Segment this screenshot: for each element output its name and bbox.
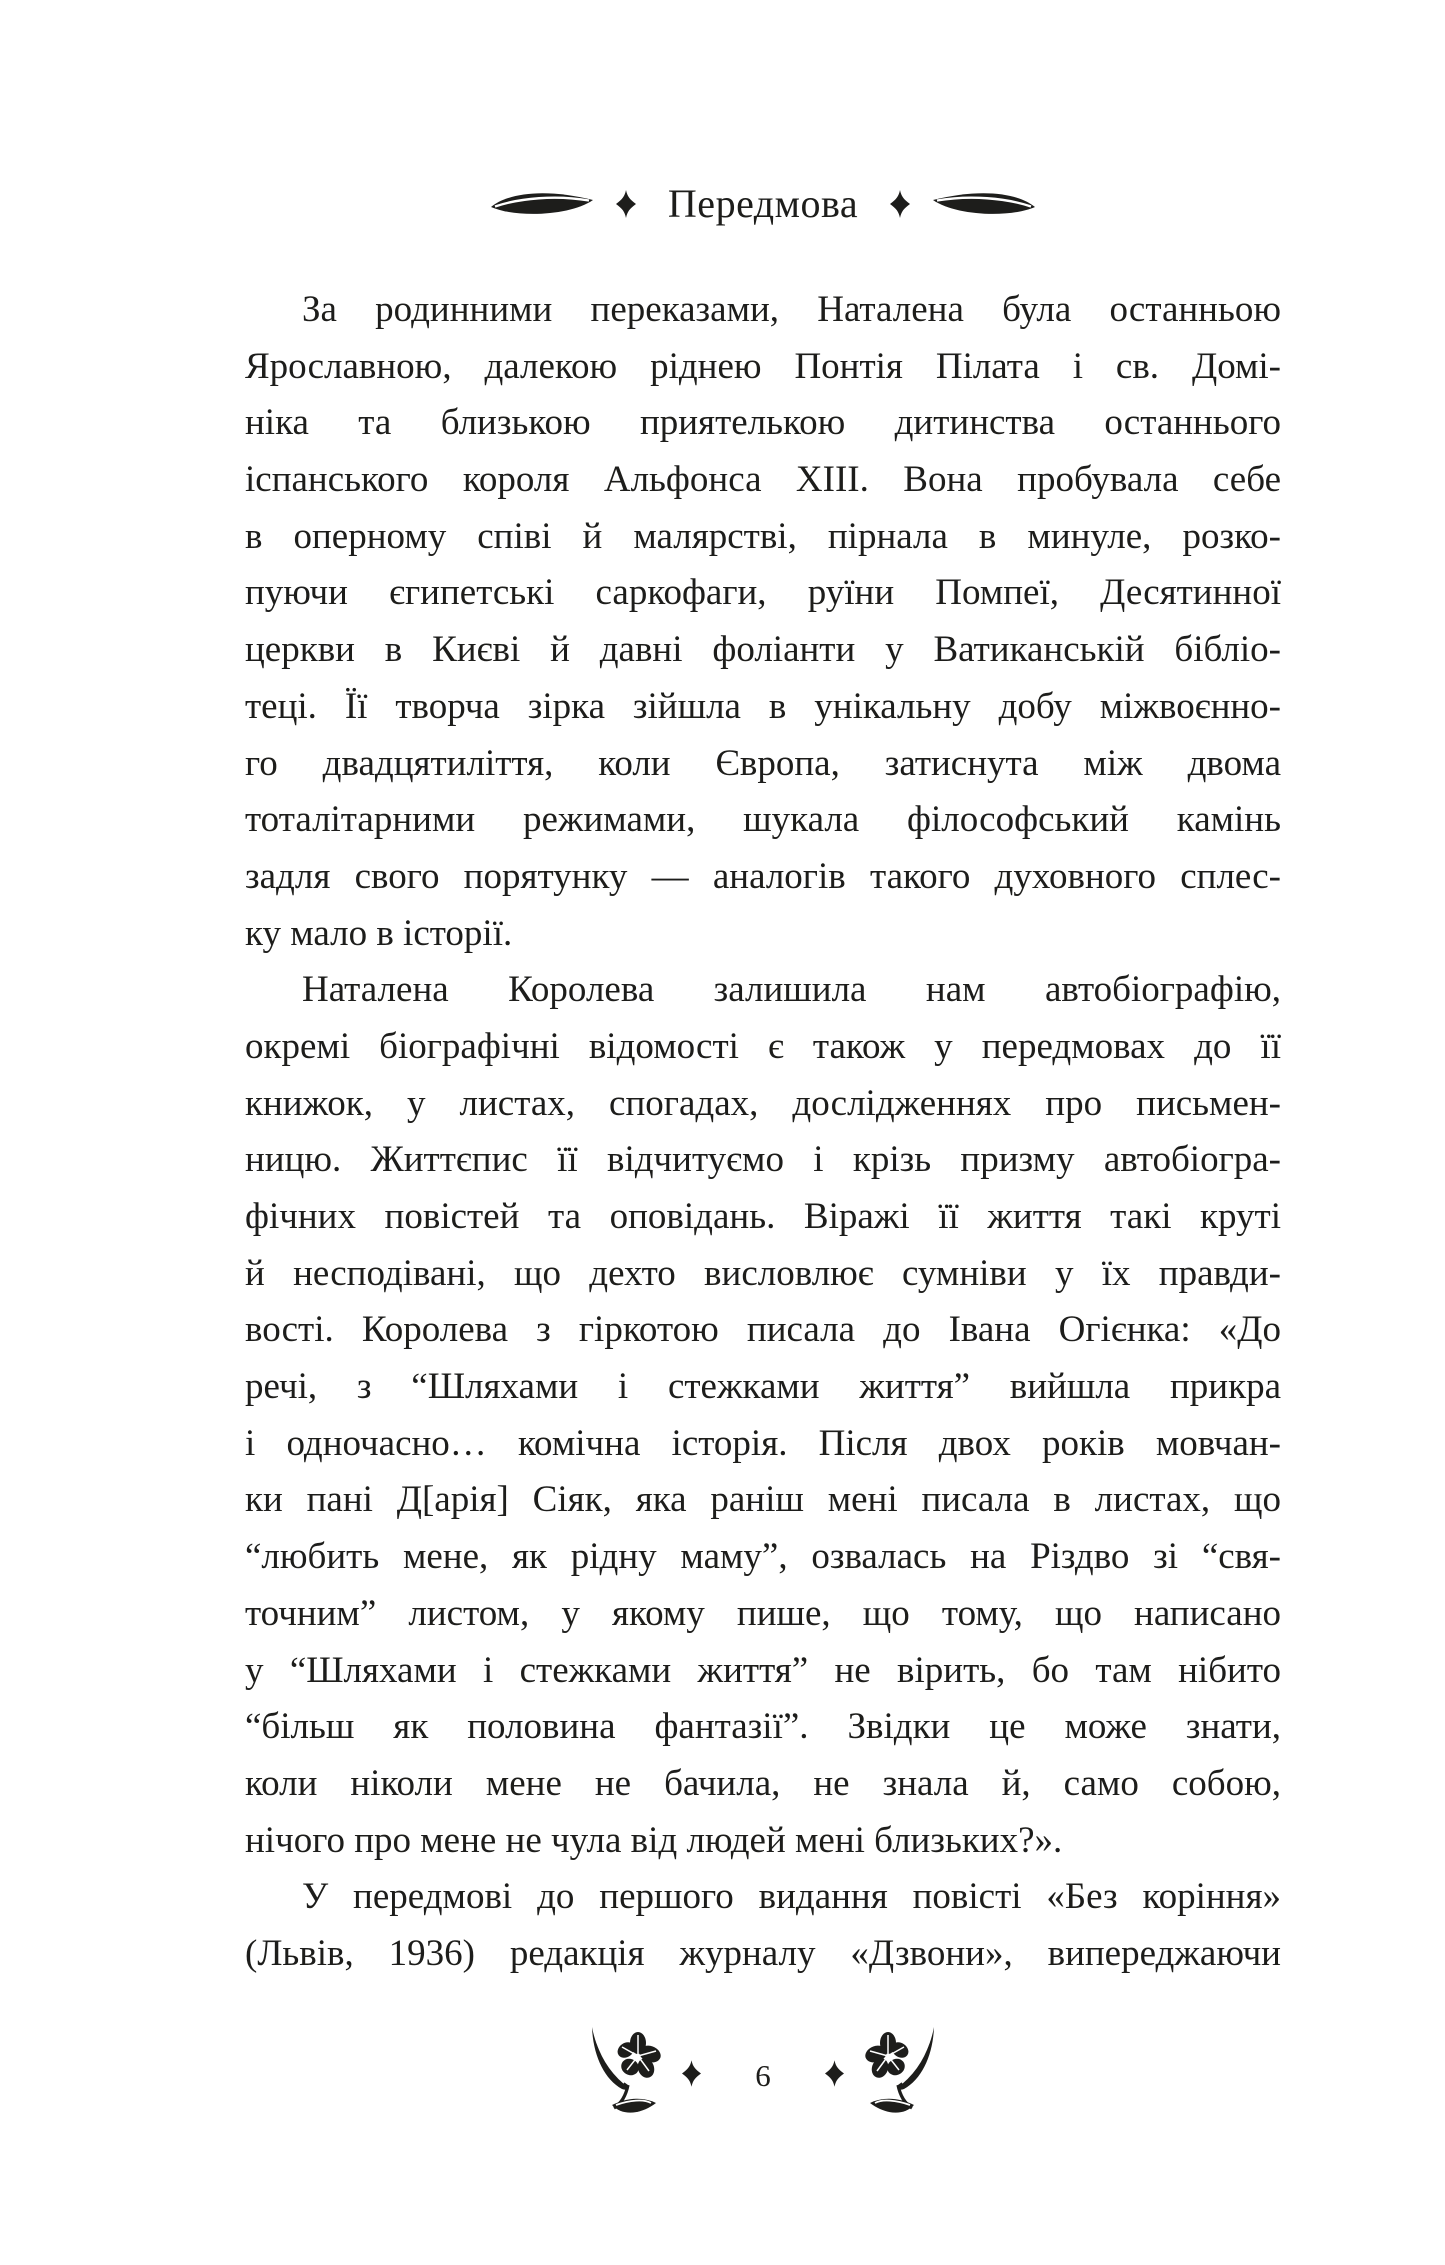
text-line: і одночасно… комічна історія. Після двох років мовчан-: [245, 1422, 1281, 1464]
diamond-star-icon: [682, 2060, 701, 2087]
leaf-ornament-left-icon: [490, 189, 594, 219]
text-line: ку мало в історії.: [245, 912, 513, 954]
text-line: теці. Її творча зірка зійшла в унікальну добу міжвоєнно-: [245, 685, 1281, 727]
text-line: ніка та близькою приятелькою дитинства останнього: [245, 402, 1281, 444]
text-line: ки пані Д[арія] Сіяк, яка раніш мені писала в листах, що: [245, 1479, 1281, 1521]
text-line: “більш як половина фантазії”. Звідки це може знати,: [245, 1706, 1281, 1748]
text-line: й несподівані, що дехто висловлює сумніви у їх правди-: [245, 1252, 1281, 1294]
text-line: задля свого порятунку — аналогів такого духовного сплес-: [245, 855, 1281, 897]
text-line: пуючи єгипетські саркофаги, руїни Помпеї, Десятинної: [245, 572, 1281, 614]
text-line: У передмові до першого видання повісті «Без коріння»: [302, 1876, 1281, 1918]
text-line: “любить мене, як рідну маму”, озвалась на Різдво зі “свя-: [245, 1536, 1281, 1578]
page-header: [245, 181, 1281, 226]
text-line: фічних повістей та оповідань. Віражі її життя такі круті: [245, 1196, 1281, 1237]
text-line: у “Шляхами і стежками життя” не вірить, бо там нібито: [245, 1649, 1281, 1691]
text-line: Ярославною, далекою ріднею Понтія Пілата і св. Домі-: [245, 345, 1281, 387]
chapter-title: Передмова: [667, 181, 859, 226]
text-line: За родинними переказами, Наталена була останньою: [302, 289, 1281, 330]
diamond-star-icon: [825, 2060, 844, 2087]
text-line: в оперному співі й малярстві, пірнала в минуле, розко-: [245, 515, 1281, 557]
page-number: 6: [755, 2057, 771, 2093]
page-footer: [245, 2020, 1281, 2126]
flower-branch-right-icon: [864, 2023, 940, 2123]
text-line: книжок, у листах, спогадах, дослідженнях про письмен-: [245, 1082, 1281, 1124]
text-line: го двадцятиліття, коли Європа, затиснута між двома: [245, 742, 1281, 784]
text-line: тоталітарними режимами, шукала філософський камінь: [245, 799, 1281, 841]
text-line: (Львів, 1936) редакція журналу «Дзвони», випереджаючи: [245, 1932, 1281, 1974]
leaf-ornament-right-icon: [932, 189, 1036, 219]
text-line: речі, з “Шляхами і стежками життя” вийшла прикра: [245, 1366, 1281, 1408]
flower-branch-left-icon: [586, 2023, 662, 2123]
text-line: ницю. Життєпис її відчитуємо і крізь призму автобіогра-: [245, 1139, 1281, 1181]
diamond-star-icon: [616, 190, 636, 218]
text-line: нічого про мене не чула від людей мені близьких?».: [245, 1819, 1063, 1861]
text-line: церкви в Києві й давні фоліанти у Ватиканській бібліо-: [245, 629, 1281, 671]
text-line: Наталена Королева залишила нам автобіографію,: [302, 969, 1281, 1011]
text-line: окремі біографічні відомості є також у передмовах до її: [245, 1025, 1281, 1067]
text-line: іспанського короля Альфонса XIII. Вона пробувала себе: [245, 459, 1281, 501]
text-line: вості. Королева з гіркотою писала до Івана Огієнка: «До: [245, 1309, 1281, 1351]
text-line: коли ніколи мене не бачила, не знала й, само собою,: [245, 1762, 1281, 1804]
diamond-star-icon: [890, 190, 910, 218]
body-text: [245, 282, 1281, 1983]
text-line: точним” листом, у якому пише, що тому, що написано: [245, 1592, 1281, 1634]
